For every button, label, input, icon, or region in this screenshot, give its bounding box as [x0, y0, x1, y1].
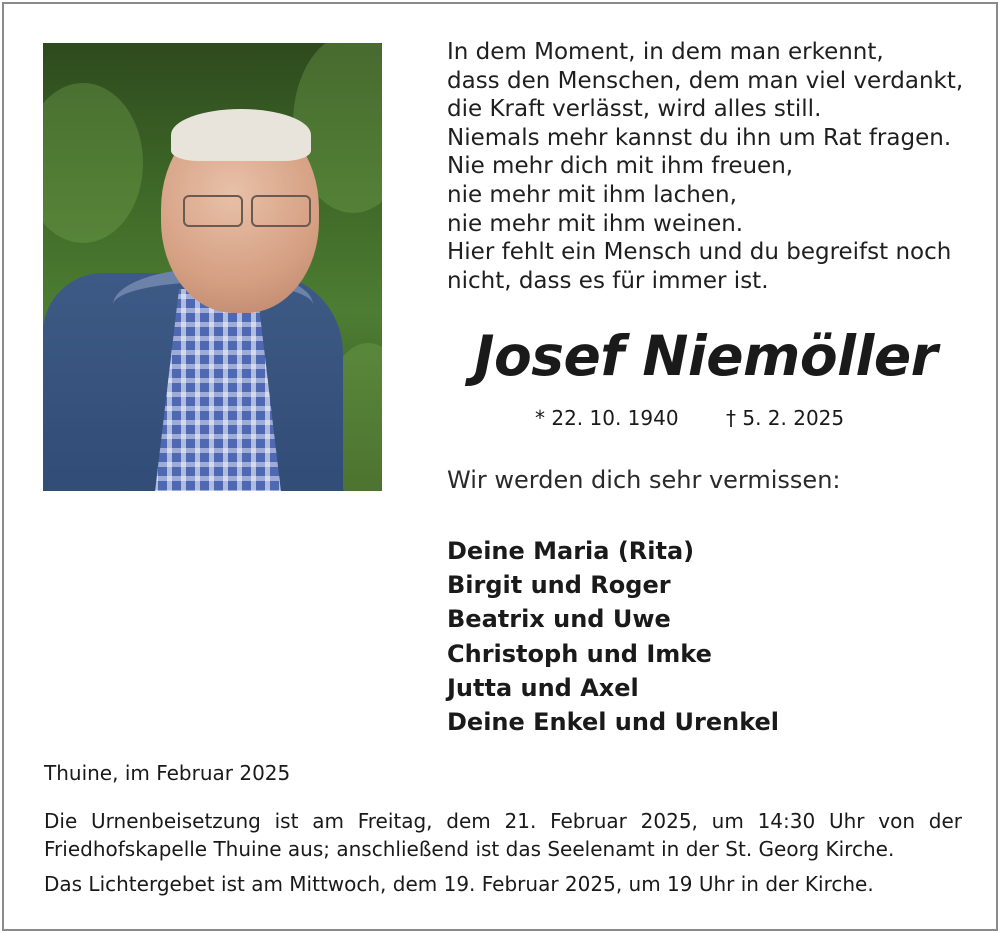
mourner: Birgit und Roger — [447, 571, 671, 600]
poem-line: Nie mehr dich mit ihm freuen, — [447, 153, 794, 180]
foliage-shape — [43, 83, 143, 243]
poem-line: Hier fehlt ein Mensch und du begreifst noch — [447, 239, 952, 266]
deceased-name: Josef Niemöller — [474, 324, 938, 388]
poem-line: nie mehr mit ihm lachen, — [447, 181, 737, 208]
hair-shape — [171, 109, 311, 161]
poem-line: nie mehr mit ihm weinen. — [447, 210, 744, 237]
poem-line: In dem Moment, in dem man erkennt, — [447, 39, 884, 65]
poem-line: nicht, dass es für immer ist. — [447, 267, 769, 294]
death-date: † 5. 2. 2025 — [726, 406, 845, 430]
birth-date: * 22. 10. 1940 — [535, 406, 679, 430]
prayer-notice: Das Lichtergebet ist am Mittwoch, dem 19. Februar 2025, um 19 Uhr in der Kirche. — [44, 872, 874, 896]
poem-line: dass den Menschen, dem man viel verdankt, — [447, 67, 964, 94]
mourner: Jutta und Axel — [447, 673, 639, 702]
glasses-shape — [179, 195, 313, 225]
mourners-list — [447, 534, 779, 739]
poem-line: die Kraft verlässt, wird alles still. — [447, 96, 822, 123]
poem-line: Niemals mehr kannst du ihn um Rat fragen. — [447, 124, 952, 151]
urn-burial-notice: Die Urnenbeisetzung ist am Freitag, dem 21. Februar 2025, um 14:30 Uhr von der Friedhofskapelle Thuine aus; anschließend ist das Seelenamt in der St. Georg Kirche. — [44, 809, 962, 861]
mourner: Beatrix und Uwe — [447, 605, 671, 634]
place-date: Thuine, im Februar 2025 — [44, 761, 291, 785]
portrait-photo — [43, 43, 382, 491]
mourning-line: Wir werden dich sehr vermissen: — [447, 466, 841, 494]
obituary-frame — [2, 2, 998, 931]
mourner: Deine Enkel und Urenkel — [447, 708, 780, 737]
mourner: Christoph und Imke — [447, 639, 712, 668]
mourner: Deine Maria (Rita) — [447, 537, 695, 565]
poem — [447, 38, 963, 295]
